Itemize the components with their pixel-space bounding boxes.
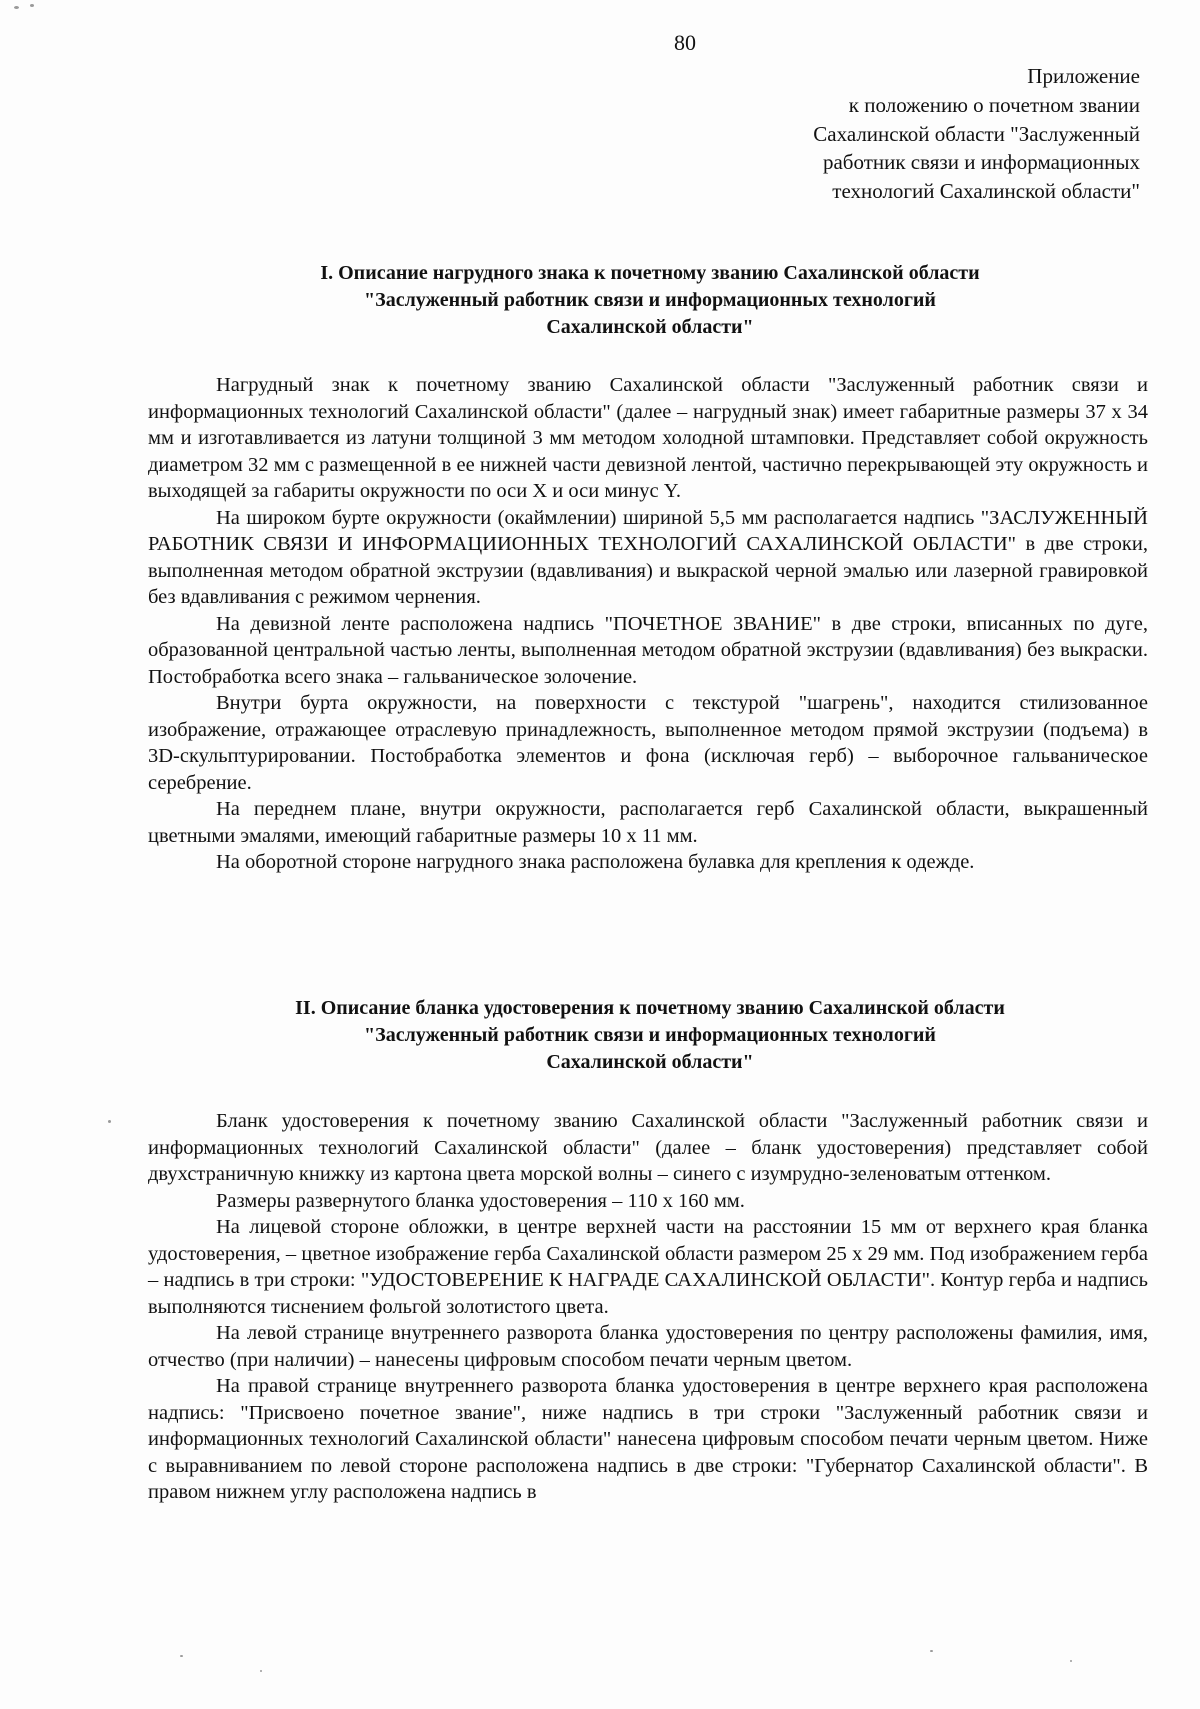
section2-body — [148, 1108, 1148, 1506]
scan-speck — [180, 1655, 183, 1657]
section2-heading-line: Сахалинской области" — [546, 1051, 754, 1073]
section2-paragraph: На правой странице внутреннего разворота бланка удостоверения в центре верхнего края расположена надпись: "Присвоено почетное звание", ниже надпись в три строки "Заслуженный работник связи и информационных технологий Сахалинской области" нанесена цифровым способом печати черным цветом. Ниже с выравниванием по левой стороне расположена надпись в две строки: "Губернатор Сахалинской области". В правом нижнем углу расположена надпись в — [148, 1375, 1148, 1503]
page-number: 80 — [674, 30, 696, 55]
section1-heading-line: I. Описание нагрудного знака к почетному званию Сахалинской области — [320, 262, 980, 284]
section1-paragraph: Внутри бурта окружности, на поверхности с текстурой "шагрень", находится стилизованное изображение, отражающее отраслевую принадлежность, выполненное методом прямой экструзии (подъема) в 3D-скульптурировании. Постобработка элементов и фона (исключая герб) – выборочное гальваническое серебрение. — [148, 692, 1148, 794]
section1-heading — [150, 260, 1150, 341]
section1-heading-line: Сахалинской области" — [546, 316, 754, 338]
scan-speck — [30, 4, 34, 7]
scan-speck — [14, 6, 19, 9]
section1-paragraph: Нагрудный знак к почетному званию Сахалинской области "Заслуженный работник связи и информационных технологий Сахалинской области" (далее – нагрудный знак) имеет габаритные размеры 37 х 34 мм и изготавливается из латуни толщиной 3 мм методом холодной штамповки. Представляет собой окружность диаметром 32 мм с размещенной в ее нижней части девизной лентой, частично перекрывающей эту окружность и выходящей за габариты окружности по оси X и оси минус Y. — [148, 374, 1148, 502]
section2-paragraph: Бланк удостоверения к почетному званию Сахалинской области "Заслуженный работник связи и информационных технологий Сахалинской области" (далее – бланк удостоверения) представляет собой двухстраничную книжку из картона цвета морской волны – синего с изумрудно-зеленоватым оттенком. — [148, 1110, 1148, 1185]
section2-paragraph: На лицевой стороне обложки, в центре верхней части на расстоянии 15 мм от верхнего края бланка удостоверения, – цветное изображение герба Сахалинской области размером 25 х 29 мм. Под изображением герба – надпись в три строки: "УДОСТОВЕРЕНИЕ К НАГРАДЕ САХАЛИНСКОЙ ОБЛАСТИ". Контур герба и надпись выполняются тиснением фольгой золотистого цвета. — [148, 1216, 1148, 1318]
section2-heading-line: "Заслуженный работник связи и информационных технологий — [364, 1024, 936, 1046]
section1-paragraph: На оборотной стороне нагрудного знака расположена булавка для крепления к одежде. — [216, 851, 975, 873]
scan-speck — [1070, 1660, 1072, 1662]
scan-speck — [930, 1650, 933, 1652]
section2-paragraph: Размеры развернутого бланка удостоверения – 110 х 160 мм. — [216, 1189, 745, 1212]
appendix-line: Приложение — [1027, 64, 1140, 88]
section2-heading-line: II. Описание бланка удостоверения к почетному званию Сахалинской области — [295, 997, 1005, 1019]
appendix-line: технологий Сахалинской области" — [832, 179, 1140, 204]
section2-paragraph: На левой странице внутреннего разворота бланка удостоверения по центру расположены фамилия, имя, отчество (при наличии) – нанесены цифровым способом печати черным цветом. — [148, 1322, 1148, 1371]
appendix-line: к положению о почетном звании — [848, 92, 1140, 117]
section1-heading-line: "Заслуженный работник связи и информационных технологий — [364, 289, 936, 311]
section1-paragraph: На переднем плане, внутри окружности, располагается герб Сахалинской области, выкрашенный цветными эмалями, имеющий габаритные размеры 10 х 11 мм. — [148, 798, 1148, 847]
appendix-line: работник связи и информационных — [822, 150, 1140, 175]
scan-speck — [108, 1120, 111, 1123]
section1-body — [148, 372, 1148, 876]
section1-paragraph: На девизной ленте расположена надпись "ПОЧЕТНОЕ ЗВАНИЕ" в две строки, вписанных по дуге, образованной центральной частью ленты, выполненная методом обратной экструзии (вдавливания) без выкраски. Постобработка всего знака – гальваническое золочение. — [148, 612, 1148, 688]
section2-heading — [150, 995, 1150, 1076]
scan-speck — [260, 1670, 262, 1672]
appendix-line: Сахалинской области "Заслуженный — [813, 121, 1140, 146]
appendix-note — [620, 62, 1140, 206]
section1-paragraph: На широком бурте окружности (окаймлении) шириной 5,5 мм располагается надпись "ЗАСЛУЖЕННЫЙ РАБОТНИК СВЯЗИ И ИНФОРМАЦИИОННЫХ ТЕХНОЛОГИЙ САХАЛИНСКОЙ ОБЛАСТИ" в две строки, выполненная методом обратной экструзии (вдавливания) и выкраской черной эмалью или лазерной гравировкой без вдавливания с режимом чернения. — [148, 506, 1148, 608]
